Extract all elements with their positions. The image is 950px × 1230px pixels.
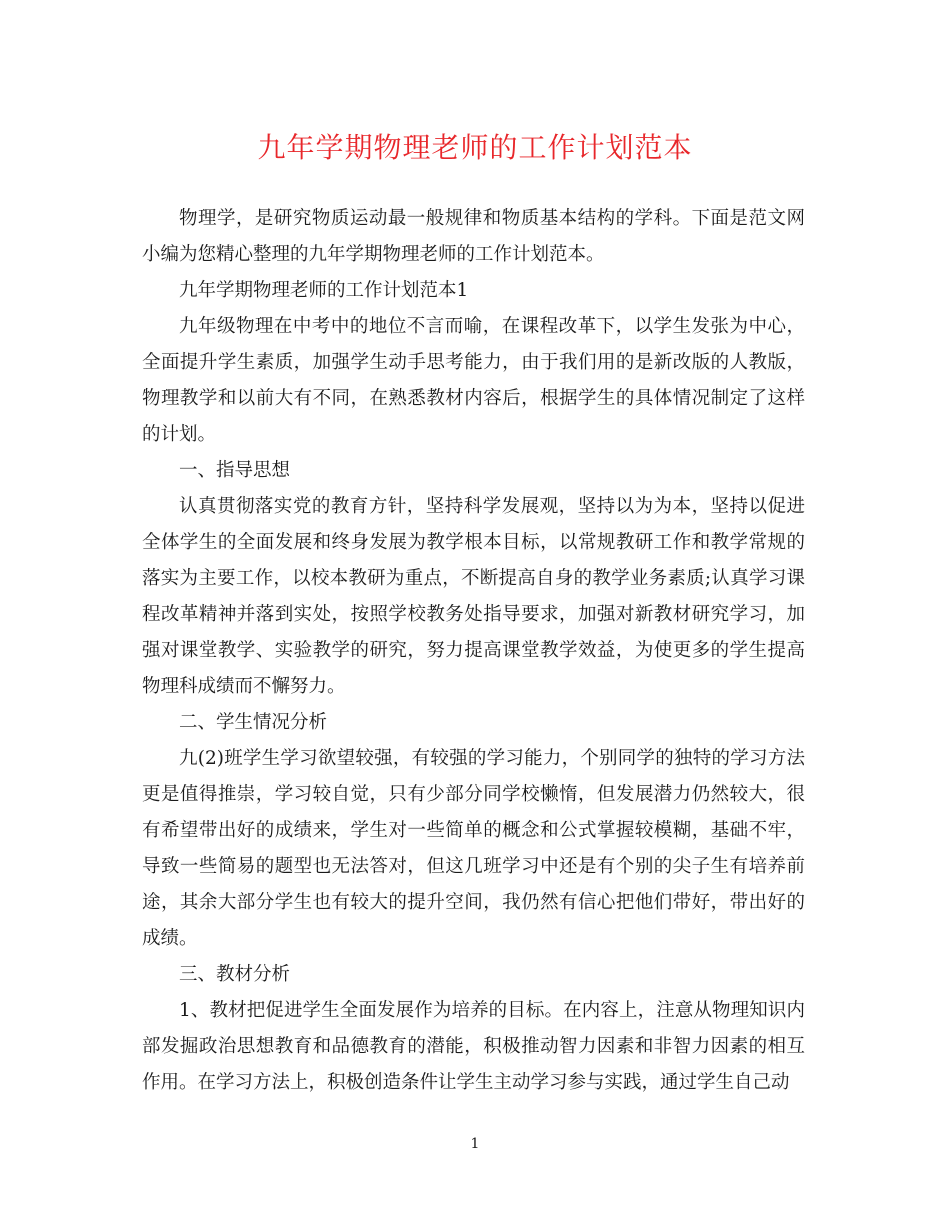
section-heading-textbook-analysis: 三、教材分析 bbox=[179, 964, 291, 985]
paragraph-textbook-analysis: 1、教材把促进学生全面发展作为培养的目标。在内容上，注意从物理知识内部发掘政治思想教育和品德教育的潜能，积极推动智力因素和非智力因素的相互作用。在学习方法上，积极创造条件让学生主动学习参与实践，通过学生自己动 bbox=[142, 1000, 805, 1093]
section-heading-guiding-thought: 一、指导思想 bbox=[179, 460, 291, 481]
paragraph-guiding-thought: 认真贯彻落实党的教育方针，坚持科学发展观，坚持以为为本，坚持以促进全体学生的全面发展和终身发展为教学根本目标，以常规教研工作和教学常规的落实为主要工作，以校本教研为重点，不断提高自身的教学业务素质;认真学习课程改革精神并落到实处，按照学校教务处指导要求，加强对新教材研究学习，加强对课堂教学、实验教学的研究，努力提高课堂教学效益，为使更多的学生提高物理科成绩而不懈努力。 bbox=[142, 496, 805, 697]
document-body bbox=[142, 201, 805, 1101]
paragraph-overview: 九年级物理在中考中的地位不言而喻，在课程改革下，以学生发张为中心，全面提升学生素质，加强学生动手思考能力，由于我们用的是新改版的人教版，物理教学和以前大有不同，在熟悉教材内容后，根据学生的具体情况制定了这样的计划。 bbox=[142, 316, 805, 445]
page-number: 1 bbox=[470, 1136, 480, 1152]
paragraph-student-analysis: 九(2)班学生学习欲望较强，有较强的学习能力，个别同学的独特的学习方法更是值得推崇，学习较自觉，只有少部分同学校懒惰，但发展潜力仍然较大，很有希望带出好的成绩来，学生对一些简单的概念和公式掌握较模糊，基础不牢，导致一些简易的题型也无法答对，但这几班学习中还是有个别的尖子生有培养前途，其余大部分学生也有较大的提升空间，我仍然有信心把他们带好，带出好的成绩。 bbox=[142, 748, 805, 949]
paragraph-subtitle: 九年学期物理老师的工作计划范本1 bbox=[179, 280, 469, 301]
section-heading-student-analysis: 二、学生情况分析 bbox=[179, 712, 328, 733]
document-title: 九年学期物理老师的工作计划范本 bbox=[257, 131, 693, 164]
paragraph-intro: 物理学，是研究物质运动最一般规律和物质基本结构的学科。下面是范文网小编为您精心整理的九年学期物理老师的工作计划范本。 bbox=[142, 208, 805, 265]
